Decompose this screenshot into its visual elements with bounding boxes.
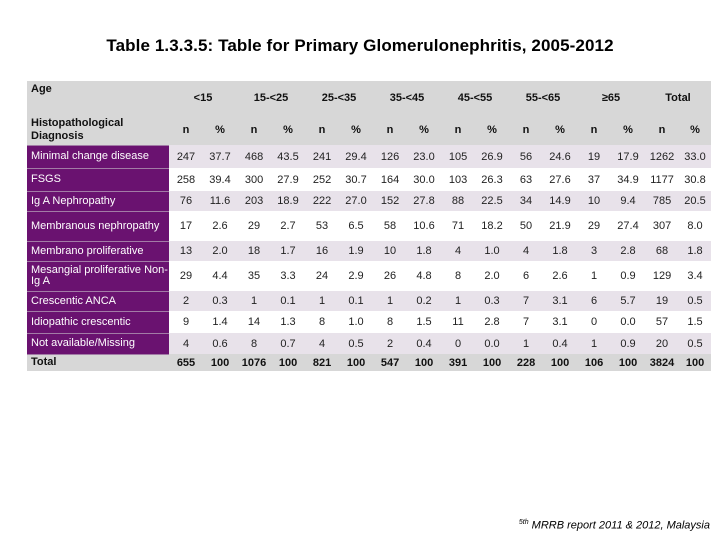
percent-cell: 3.1: [543, 291, 577, 311]
total-count-cell: 228: [509, 354, 543, 371]
count-cell: 18: [237, 241, 271, 261]
diagnosis-label: FSGS: [27, 168, 169, 191]
diagnosis-header: Histopathological Diagnosis: [27, 115, 169, 145]
count-cell: 13: [169, 241, 203, 261]
count-cell: 4: [441, 241, 475, 261]
count-cell: 252: [305, 168, 339, 191]
total-percent-cell: 100: [679, 354, 711, 371]
age-group-header: 25-<35: [305, 81, 373, 115]
footer-superscript: 5th: [518, 519, 529, 527]
table-row: [27, 191, 711, 211]
percent-cell: 0.9: [611, 333, 645, 354]
percent-cell: 0.5: [679, 291, 711, 311]
count-cell: 11: [441, 311, 475, 333]
count-cell: 7: [509, 291, 543, 311]
percent-cell: 1.9: [339, 241, 373, 261]
total-count-cell: 3824: [645, 354, 679, 371]
total-percent-cell: 100: [611, 354, 645, 371]
table-row: [27, 211, 711, 241]
count-cell: 103: [441, 168, 475, 191]
percent-cell: 2.6: [203, 211, 237, 241]
diagnosis-label: Ig A Nephropathy: [27, 191, 169, 211]
count-cell: 76: [169, 191, 203, 211]
table-row: [27, 145, 711, 168]
percent-cell: 26.3: [475, 168, 509, 191]
count-cell: 4: [509, 241, 543, 261]
header-row-diagnosis: [27, 115, 711, 145]
footer-text: MRRB report 2011 & 2012, Malaysia: [528, 520, 710, 532]
percent-cell: 1.0: [475, 241, 509, 261]
percent-cell: 0.4: [543, 333, 577, 354]
total-count-cell: 106: [577, 354, 611, 371]
percent-cell: 0.6: [203, 333, 237, 354]
count-cell: 3: [577, 241, 611, 261]
percent-cell: 0.3: [203, 291, 237, 311]
n-header: n: [441, 115, 475, 145]
page-title: Table 1.3.3.5: Table for Primary Glomerulonephritis, 2005-2012: [106, 36, 614, 55]
total-percent-cell: 100: [543, 354, 577, 371]
count-cell: 1: [305, 291, 339, 311]
age-group-header: 15-<25: [237, 81, 305, 115]
percent-cell: 3.1: [543, 311, 577, 333]
total-percent-cell: 100: [407, 354, 441, 371]
count-cell: 247: [169, 145, 203, 168]
percent-cell: 30.8: [679, 168, 711, 191]
count-cell: 63: [509, 168, 543, 191]
diagnosis-label: Membrano proliferative: [27, 241, 169, 261]
count-cell: 164: [373, 168, 407, 191]
percent-cell: 26.9: [475, 145, 509, 168]
count-cell: 10: [373, 241, 407, 261]
percent-cell: 10.6: [407, 211, 441, 241]
total-percent-cell: 100: [339, 354, 373, 371]
count-cell: 258: [169, 168, 203, 191]
percent-cell: 1.5: [679, 311, 711, 333]
diagnosis-label: Mesangial proliferative Non-Ig A: [27, 261, 169, 291]
total-row: [27, 354, 711, 371]
table-row: [27, 311, 711, 333]
count-cell: 56: [509, 145, 543, 168]
count-cell: 8: [441, 261, 475, 291]
total-count-cell: 821: [305, 354, 339, 371]
age-group-header: 55-<65: [509, 81, 577, 115]
age-group-header: ≥65: [577, 81, 645, 115]
percent-cell: 0.9: [611, 261, 645, 291]
count-cell: 20: [645, 333, 679, 354]
percent-cell: 23.0: [407, 145, 441, 168]
percent-cell: 0.1: [339, 291, 373, 311]
n-header: n: [645, 115, 679, 145]
age-group-header: <15: [169, 81, 237, 115]
percent-cell: 0.5: [679, 333, 711, 354]
count-cell: 71: [441, 211, 475, 241]
count-cell: 8: [237, 333, 271, 354]
count-cell: 37: [577, 168, 611, 191]
percent-cell: 43.5: [271, 145, 305, 168]
table-row: [27, 168, 711, 191]
percent-cell: 11.6: [203, 191, 237, 211]
count-cell: 19: [577, 145, 611, 168]
percent-cell: 18.9: [271, 191, 305, 211]
percent-cell: 20.5: [679, 191, 711, 211]
count-cell: 24: [305, 261, 339, 291]
count-cell: 1: [577, 333, 611, 354]
n-header: n: [169, 115, 203, 145]
percent-cell: 1.0: [339, 311, 373, 333]
count-cell: 53: [305, 211, 339, 241]
count-cell: 29: [577, 211, 611, 241]
percent-cell: 17.9: [611, 145, 645, 168]
count-cell: 1: [509, 333, 543, 354]
percent-cell: 24.6: [543, 145, 577, 168]
count-cell: 35: [237, 261, 271, 291]
count-cell: 2: [169, 291, 203, 311]
age-header: Age: [27, 81, 169, 115]
percent-cell: 27.4: [611, 211, 645, 241]
count-cell: 9: [169, 311, 203, 333]
percent-cell: 33.0: [679, 145, 711, 168]
count-cell: 2: [373, 333, 407, 354]
count-cell: 105: [441, 145, 475, 168]
percent-cell: 34.9: [611, 168, 645, 191]
percent-cell: 4.8: [407, 261, 441, 291]
pct-header: %: [339, 115, 373, 145]
n-header: n: [237, 115, 271, 145]
percent-cell: 30.0: [407, 168, 441, 191]
table-row: [27, 291, 711, 311]
age-group-header: Total: [645, 81, 711, 115]
pct-header: %: [203, 115, 237, 145]
total-percent-cell: 100: [203, 354, 237, 371]
count-cell: 1: [441, 291, 475, 311]
pct-header: %: [679, 115, 711, 145]
count-cell: 0: [441, 333, 475, 354]
count-cell: 6: [509, 261, 543, 291]
pct-header: %: [543, 115, 577, 145]
pct-header: %: [475, 115, 509, 145]
percent-cell: 2.9: [339, 261, 373, 291]
percent-cell: 21.9: [543, 211, 577, 241]
percent-cell: 1.8: [543, 241, 577, 261]
total-percent-cell: 100: [475, 354, 509, 371]
percent-cell: 0.0: [611, 311, 645, 333]
count-cell: 1: [237, 291, 271, 311]
count-cell: 29: [169, 261, 203, 291]
total-count-cell: 655: [169, 354, 203, 371]
count-cell: 17: [169, 211, 203, 241]
pct-header: %: [271, 115, 305, 145]
percent-cell: 2.8: [475, 311, 509, 333]
total-percent-cell: 100: [271, 354, 305, 371]
percent-cell: 1.4: [203, 311, 237, 333]
count-cell: 26: [373, 261, 407, 291]
percent-cell: 1.8: [407, 241, 441, 261]
count-cell: 16: [305, 241, 339, 261]
count-cell: 126: [373, 145, 407, 168]
count-cell: 68: [645, 241, 679, 261]
n-header: n: [305, 115, 339, 145]
count-cell: 19: [645, 291, 679, 311]
count-cell: 241: [305, 145, 339, 168]
source-footer: [519, 519, 710, 532]
count-cell: 1: [577, 261, 611, 291]
percent-cell: 0.0: [475, 333, 509, 354]
percent-cell: 0.5: [339, 333, 373, 354]
percent-cell: 2.0: [203, 241, 237, 261]
pct-header: %: [611, 115, 645, 145]
percent-cell: 0.4: [407, 333, 441, 354]
percent-cell: 27.6: [543, 168, 577, 191]
age-group-header: 45-<55: [441, 81, 509, 115]
percent-cell: 1.5: [407, 311, 441, 333]
percent-cell: 4.4: [203, 261, 237, 291]
percent-cell: 2.6: [543, 261, 577, 291]
percent-cell: 27.8: [407, 191, 441, 211]
total-count-cell: 1076: [237, 354, 271, 371]
count-cell: 88: [441, 191, 475, 211]
count-cell: 29: [237, 211, 271, 241]
glomerulonephritis-table: [27, 81, 711, 371]
age-group-header: 35-<45: [373, 81, 441, 115]
count-cell: 129: [645, 261, 679, 291]
percent-cell: 2.0: [475, 261, 509, 291]
percent-cell: 3.3: [271, 261, 305, 291]
percent-cell: 1.7: [271, 241, 305, 261]
percent-cell: 18.2: [475, 211, 509, 241]
count-cell: 1262: [645, 145, 679, 168]
percent-cell: 37.7: [203, 145, 237, 168]
diagnosis-label: Idiopathic crescentic: [27, 311, 169, 333]
count-cell: 14: [237, 311, 271, 333]
diagnosis-label: Not available/Missing: [27, 333, 169, 354]
percent-cell: 0.1: [271, 291, 305, 311]
percent-cell: 6.5: [339, 211, 373, 241]
total-count-cell: 391: [441, 354, 475, 371]
percent-cell: 2.7: [271, 211, 305, 241]
percent-cell: 5.7: [611, 291, 645, 311]
count-cell: 307: [645, 211, 679, 241]
percent-cell: 8.0: [679, 211, 711, 241]
pct-header: %: [407, 115, 441, 145]
count-cell: 152: [373, 191, 407, 211]
count-cell: 8: [373, 311, 407, 333]
total-label: Total: [27, 354, 169, 371]
table-row: [27, 241, 711, 261]
percent-cell: 0.2: [407, 291, 441, 311]
count-cell: 7: [509, 311, 543, 333]
percent-cell: 3.4: [679, 261, 711, 291]
count-cell: 57: [645, 311, 679, 333]
count-cell: 10: [577, 191, 611, 211]
percent-cell: 14.9: [543, 191, 577, 211]
n-header: n: [577, 115, 611, 145]
count-cell: 1177: [645, 168, 679, 191]
diagnosis-label: Crescentic ANCA: [27, 291, 169, 311]
count-cell: 222: [305, 191, 339, 211]
count-cell: 0: [577, 311, 611, 333]
count-cell: 785: [645, 191, 679, 211]
count-cell: 203: [237, 191, 271, 211]
n-header: n: [509, 115, 543, 145]
percent-cell: 39.4: [203, 168, 237, 191]
percent-cell: 1.8: [679, 241, 711, 261]
count-cell: 50: [509, 211, 543, 241]
count-cell: 468: [237, 145, 271, 168]
total-count-cell: 547: [373, 354, 407, 371]
count-cell: 34: [509, 191, 543, 211]
count-cell: 300: [237, 168, 271, 191]
diagnosis-label: Membranous nephropathy: [27, 211, 169, 241]
percent-cell: 2.8: [611, 241, 645, 261]
count-cell: 58: [373, 211, 407, 241]
diagnosis-label: Minimal change disease: [27, 145, 169, 168]
percent-cell: 9.4: [611, 191, 645, 211]
percent-cell: 0.7: [271, 333, 305, 354]
percent-cell: 1.3: [271, 311, 305, 333]
percent-cell: 22.5: [475, 191, 509, 211]
percent-cell: 27.9: [271, 168, 305, 191]
count-cell: 4: [169, 333, 203, 354]
count-cell: 6: [577, 291, 611, 311]
count-cell: 1: [373, 291, 407, 311]
table-row: [27, 261, 711, 291]
percent-cell: 30.7: [339, 168, 373, 191]
count-cell: 8: [305, 311, 339, 333]
percent-cell: 29.4: [339, 145, 373, 168]
percent-cell: 27.0: [339, 191, 373, 211]
header-row-age: [27, 81, 711, 115]
count-cell: 4: [305, 333, 339, 354]
percent-cell: 0.3: [475, 291, 509, 311]
table-row: [27, 333, 711, 354]
n-header: n: [373, 115, 407, 145]
